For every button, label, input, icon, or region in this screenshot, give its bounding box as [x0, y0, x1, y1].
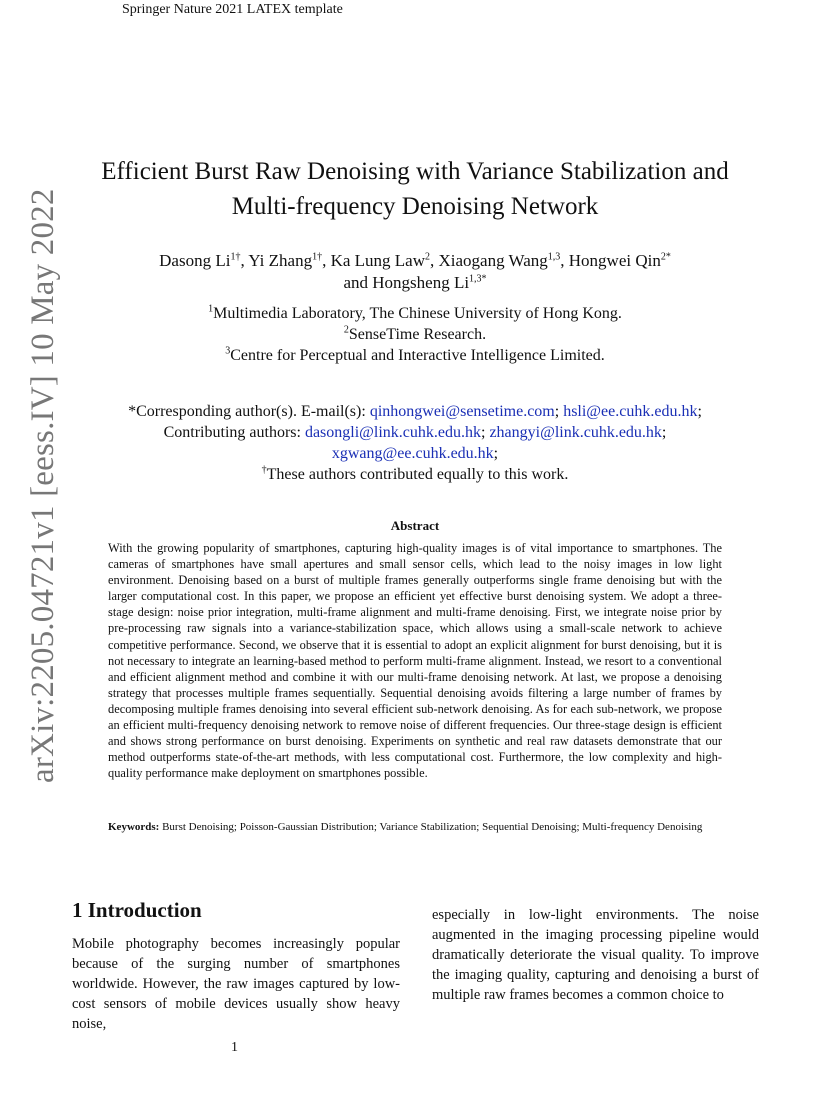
- email-link[interactable]: zhangyi@link.cuhk.edu.hk: [489, 424, 662, 441]
- page-header: Springer Nature 2021 LATEX template: [122, 2, 343, 17]
- affiliations: [80, 303, 750, 366]
- author-name: Ka Lung Law: [330, 251, 425, 270]
- corresponding-label: *Corresponding author(s). E-mail(s):: [128, 403, 366, 420]
- author-name: Dasong Li: [159, 251, 231, 270]
- email-link[interactable]: dasongli@link.cuhk.edu.hk: [304, 424, 481, 441]
- email-link[interactable]: qinhongwei@sensetime.com: [369, 403, 555, 420]
- page-number: 1: [231, 1040, 238, 1055]
- contributing-label: Contributing authors:: [163, 424, 301, 441]
- paper-title: [60, 154, 770, 224]
- contact-info: *Corresponding author(s). E-mail(s): qinhongwei@sensetime.com; hsli@ee.cuhk.edu.hk; Contributing authors: dasongli@link.cuhk.edu.hk; zhangyi@link.cuhk.edu.hk; xgwang@ee.cuhk.edu.hk; †These authors contributed equally to this work.: [60, 401, 770, 485]
- email-link[interactable]: hsli@ee.cuhk.edu.hk: [563, 403, 698, 420]
- author-name: Yi Zhang: [248, 251, 313, 270]
- email-link[interactable]: xgwang@ee.cuhk.edu.hk: [331, 445, 494, 462]
- title-line-1: Efficient Burst Raw Denoising with Variance Stabilization and: [101, 158, 729, 185]
- author-name: Hongsheng Li: [372, 273, 470, 292]
- author-list: Dasong $Li^{1\dagger}$, Yi Zhang$^{1\dagger}$, Ka Lung Law$^2$, Xiaogang Wang$^{1,3}$, Hongwei Qin$^{2*}$ and Hongsheng $Li^{1,3*}$: [159, 251, 671, 292]
- abstract-text: With the growing popularity of smartphones, capturing high-quality images is of vital importance to smartphones. The cameras of smartphones have small apertures and small sensor cells, which lead to the noisy images in low light environment. Denoising based on a burst of multiple frames generally outperforms single frame denoising but with the larger computational cost. In this paper, we propose an efficient yet effective burst denoising system. We adopt a three-stage design: noise prior integration, multi-frame alignment and multi-frame denoising. First, we integrate noise prior by pre-processing raw signals into a variance-stabilization space, which allows using a small-scale network to achieve competitive performance. Second, we observe that it is essential to adopt an explicit alignment for burst denoising, but it is not necessary to integrate an learning-based method to perform multi-frame alignment. Instead, we resort to a conventional and efficient alignment method and combine it with our multi-frame denoising network. At last, we propose a denoising strategy that processes multiple frames sequentially. Sequential denoising avoids filtering a large number of frames by decomposing multiple frames denoising into several efficient sub-network denoising. As for each sub-network, we propose an efficient multi-frequency denoising network to remove noise of different frequencies. Our three-stage design is efficient and shows strong performance on burst denoising. Experiments on synthetic and real raw datasets demonstrate that our method outperforms state-of-the-art methods, with less computational cost. Furthermore, the low complexity and high-quality performance make deployment on smartphones possible.: [108, 541, 722, 781]
- affiliation-1: $^1$Multimedia Laboratory, The Chinese University of Hong Kong.: [208, 303, 622, 322]
- author-name: Hongwei Qin: [568, 251, 661, 270]
- title-line-2: Multi-frequency Denoising Network: [231, 193, 599, 220]
- body-column-right: especially in low-light environments. The noise augmented in the imaging processing pipeline would dramatically deteriorate the visual quality. To improve the imaging quality, capturing and denoising a burst of multiple raw frames becomes a common choice to: [432, 907, 759, 1003]
- equal-contribution-note: †These authors contributed equally to this work.: [261, 464, 569, 483]
- affiliation-2: $^2$SenseTime Research.: [343, 324, 487, 343]
- keywords: [108, 820, 722, 834]
- author-name: Xiaogang Wang: [438, 251, 548, 270]
- keywords-label: Keywords:: [108, 821, 160, 833]
- arxiv-stamp: arXiv:2205.04721v1 [eess.IV] 10 May 2022: [25, 188, 61, 783]
- section-heading: 1 Introduction: [72, 898, 202, 922]
- body-column-left: Mobile photography becomes increasingly popular because of the surging number of smartphones worldwide. However, the raw images captured by low-cost sensors of mobile devices usually show heavy noise,: [72, 936, 400, 1032]
- abstract-heading: Abstract: [390, 518, 440, 533]
- keywords-text: Burst Denoising; Poisson-Gaussian Distribution; Variance Stabilization; Sequential Denoising; Multi-frequency Denoising: [162, 821, 703, 833]
- affiliation-3: $^3$Centre for Perceptual and Interactive Intelligence Limited.: [225, 345, 605, 364]
